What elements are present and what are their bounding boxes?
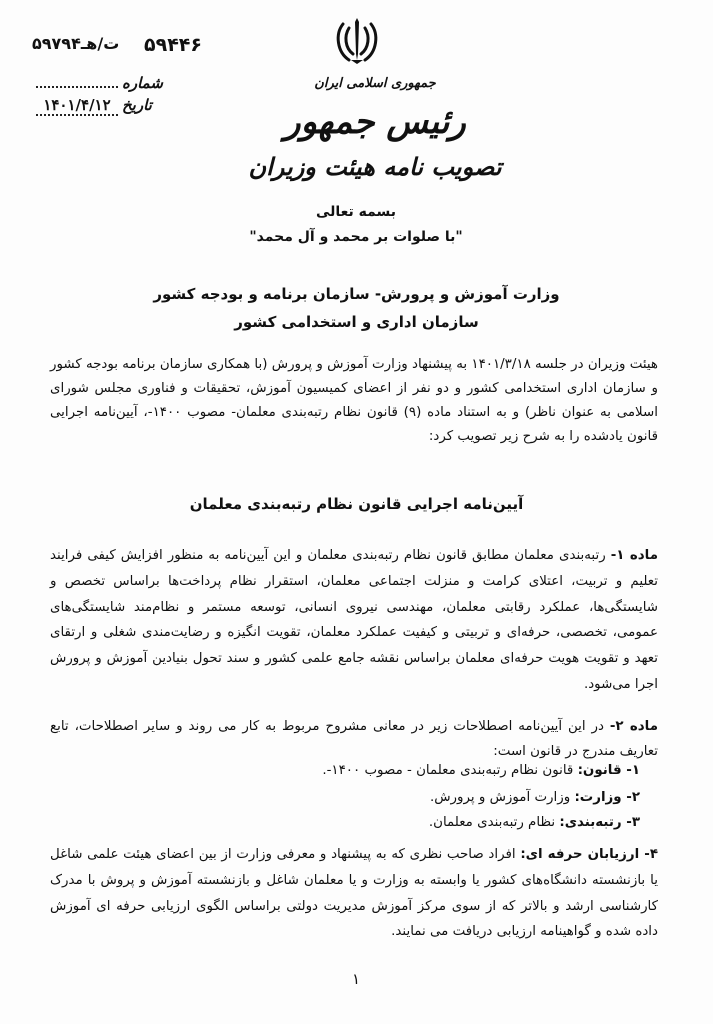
definition-label: ۲- وزارت: [574,790,640,805]
recipient-line-2: سازمان اداری و استخدامی کشور [234,313,479,331]
definition-text: وزارت آموزش و پرورش. [429,790,575,805]
intro-paragraph: هیئت وزیران در جلسه ۱۴۰۱/۳/۱۸ به پیشنهاد وزارت آموزش و پرورش (با همکاری سازمان برنامه بودجه کشور و سازمان اداری استخدامی کشور و دو نفر از اعضای کمیسیون آموزش، تحقیقات و فناوری مجلس شورای اسلامی به عنوان ناظر) و به استناد ماده (۹) قانون نظام رتبه‌بندی معلمان- مصوب ۱۴۰۰-، آیین‌نامه اجرایی قانون یادشده را به شرح زیر تصویب کرد: [50,357,658,444]
article-2 [50,715,658,764]
cabinet-heading: تصویب نامه هیئت وزیران [248,152,502,181]
article-2-label: ماده ۲- [609,719,658,734]
date-field [36,96,152,116]
document-title: آیین‌نامه اجرایی قانون نظام رتبه‌بندی معلمان [189,495,524,513]
letter-number [32,34,202,56]
number-value-line [36,86,118,88]
definition-text: افراد صاحب نظری که به پیشنهاد و معرفی وزارت از بین اعضای هیئت علمی شاغل یا بازنشسته دانشگاه‌های کشور یا وابسته به وزارت و یا معلمان شاغل و بازنشسته آموزش و پروش با مدرک کارشناسی ارشد و بالاتر که از سوی مرکز آموزش مدیریت دولتی براساس الگوی ارزیابی حرفه ای آموزش داده شده و گواهینامه ارزیابی دریافت می نمایند. [50,847,658,940]
date-label: تاریخ [122,96,152,114]
article-2-text: در این آیین‌نامه اصطلاحات زیر در معانی مشروح مربوط به کار می روند و سایر اصطلاحات، تابع تعاریف مندرج در قانون است: [50,719,658,759]
article-1-text: رتبه‌بندی معلمان مطابق قانون نظام رتبه‌بندی معلمان و این آیین‌نامه به منظور افزایش کیفی فرایند تعلیم و تربیت، اعتلای کرامت و منزلت اجتماعی معلمان، استقرار نظام پرداخت‌ها براساس تخصص و شایستگی‌ها، عملکرد رقابتی معلمان، مهندسی نیروی انسانی، توسعه مستمر و نظام‌مند شایستگی‌های عمومی، تخصصی، حرفه‌ای و تربیتی و کیفیت عملکرد معلمان، تقویت انگیزه و رضایت‌مندی شغلی و ارتقای تعهد و تقویت هویت حرفه‌ای معلمان براساس نقشه جامع علمی کشور و سند تحول بنیادین آموزش و پرورش اجرا می‌شود. [50,548,658,692]
letter-number-small: ۵۹۷۹۴ت/هـ [32,34,120,53]
definition-label: ۳- رتبه‌بندی: [559,815,640,830]
definition-item [50,763,640,778]
page-number: ۱ [351,970,361,988]
date-value: ۱۴۰۱/۴/۱۲ [36,96,118,116]
article-1 [50,543,658,698]
definition-item [50,815,640,830]
president-heading: رئیس جمهور [284,102,466,142]
number-label: شماره [122,74,163,92]
definition-label: ۴- ارزیابان حرفه ای: [520,847,658,862]
article-1-label: ماده ۱- [610,548,658,563]
definition-item [50,790,640,805]
definition-text: نظام رتبه‌بندی معلمان. [428,815,560,830]
number-field [36,74,163,92]
iran-emblem-icon [333,14,381,66]
definition-label: ۱- قانون: [577,763,640,778]
definition-text: قانون نظام رتبه‌بندی معلمان - مصوب ۱۴۰۰-. [322,763,578,778]
salavat: "با صلوات بر محمد و آل محمد" [249,229,463,245]
letter-number-stamp: ۵۹۴۴۶ [144,34,202,56]
bismillah: بسمه تعالی [315,204,397,220]
definition-item [50,842,658,945]
republic-heading: جمهوری اسلامی ایران [314,76,436,91]
recipient-line-1: وزارت آموزش و پرورش- سازمان برنامه و بودجه کشور [153,285,560,303]
